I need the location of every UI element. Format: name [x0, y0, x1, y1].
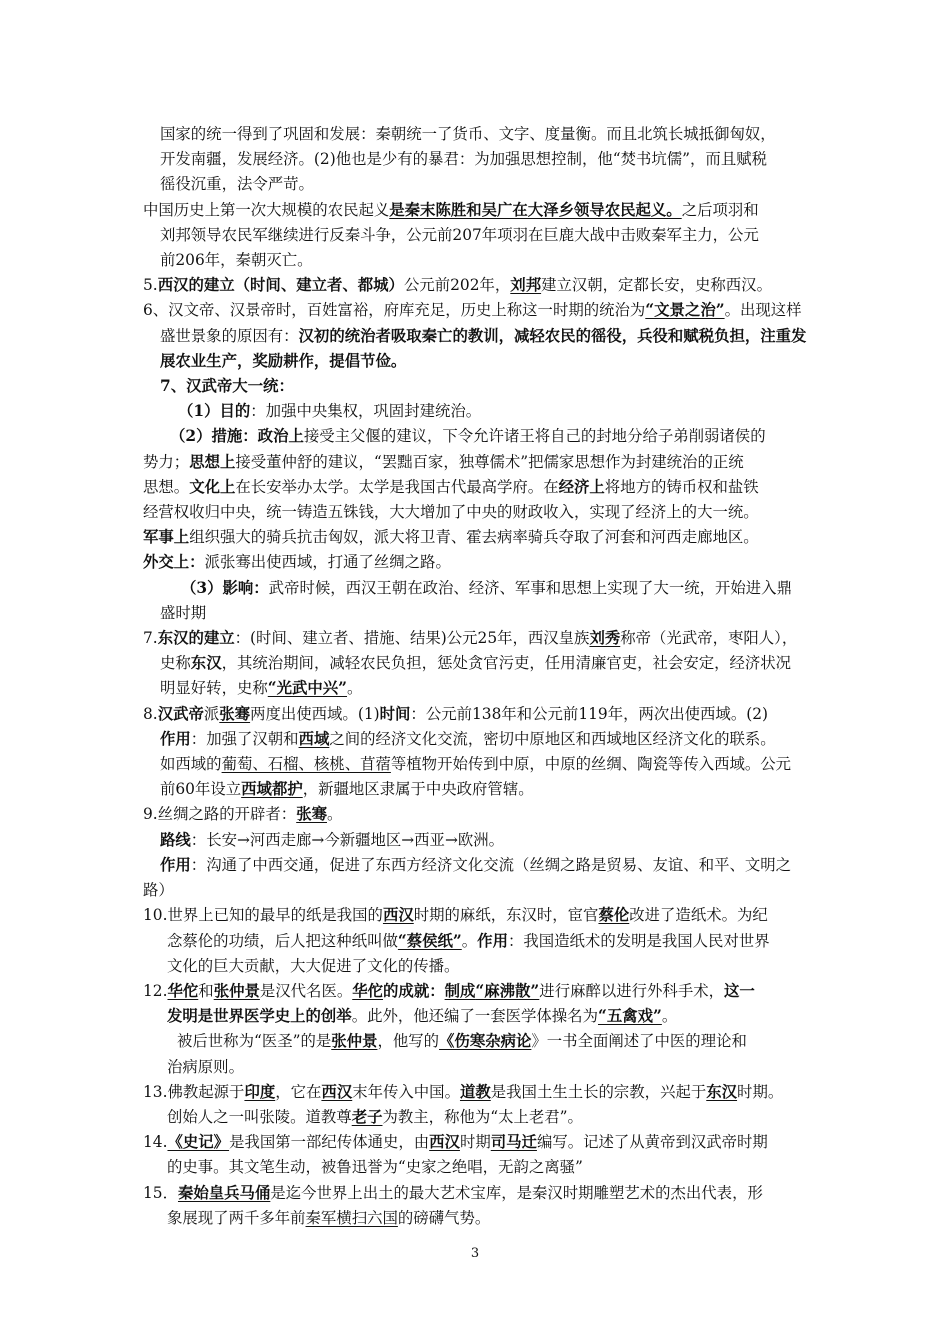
- item-7-purpose: （1）目的：加强中央集权，巩固封建统治。: [178, 402, 482, 421]
- item-10-paper: 10.世界上已知的最早的纸是我国的西汉时期的麻纸，东汉时，宦官蔡伦改进了造纸术。为纪 念蔡伦的功绩，后人把这种纸叫做“蔡侯纸”。作用：我国造纸术的发明是我国人民对世界 文化的巨大贡献，大大促进了文化的传播。: [143, 906, 770, 975]
- item-5-western-han: 5.西汉的建立（时间、建立者、都城）公元前202年，刘邦建立汉朝，定都长安，史称西汉。: [143, 276, 772, 295]
- paragraph-peasant-uprising: 中国历史上第一次大规模的农民起义是秦末陈胜和吴广在大泽乡领导农民起义。之后项羽和 刘邦领导农民军继续进行反秦斗争，公元前207年项羽在巨鹿大战中击败秦军主力，公元 前206年，秦朝灭亡。: [143, 200, 759, 270]
- item-7-impact: （3）影响：武帝时候，西汉王朝在政治、经济、军事和思想上实现了大一统，开始进入鼎 盛时期: [160, 578, 792, 622]
- item-7-measures: （2）措施：政治上接受主父偃的建议，下令允许诸王将自己的封地分给子弟削弱诸侯的 势力；思想上接受董仲舒的建议，“罢黜百家，独尊儒术”把儒家思想作为封建统治的正统 思想。文化上在长安举办太学。太学是我国古代最高学府。在经济上将地方的铸币权和盐铁 经营权收归中央，统一铸造五铢钱，大大增加了中央的财政收入，实现了经济上的大一统。 军事上组织强大的骑兵抗击匈奴，派大将卫青、霍去病率骑兵夺取了河套和河西走廊地区。 外交上：派张骞出使西域，打通了丝绸之路。: [143, 427, 766, 572]
- item-12-zhang-zhongjing: 被后世称为“医圣”的是张仲景，他写的《伤寒杂病论》一书全面阐述了中医的理论和: [177, 1032, 747, 1051]
- page-number: 3: [470, 1246, 480, 1261]
- item-6-wenjing: 6、汉文帝、汉景帝时，百姓富裕，府库充足，历史上称这一时期的统治为“文景之治”。出现这样盛世景象的原因有：汉初的统治者吸取秦亡的教训，减轻农民的徭役，兵役和赋税负担，注重发展农业生产，奖励耕作，提倡节俭。: [143, 301, 807, 370]
- item-14-shiji: 14.《史记》是我国第一部纪传体通史，由西汉时期司马迁编写。记述了从黄帝到汉武帝时期 的史事。其文笔生动，被鲁迅誉为“史家之绝唱，无韵之离骚”: [143, 1133, 768, 1177]
- item-7-eastern-han: 7.东汉的建立：(时间、建立者、措施、结果)公元25年，西汉皇族刘秀称帝（光武帝，枣阳人）， 史称东汉，其统治期间，减轻农民负担，惩处贪官污吏，任用清廉官吏，社会安定，经济状况 明显好转，史称“光武中兴”。: [143, 629, 798, 698]
- item-7-emperor-wu-heading: 7、汉武帝大一统：: [160, 377, 294, 396]
- item-15-terracotta: 15．秦始皇兵马俑是迄今世界上出土的最大艺术宝库，是秦汉时期雕塑艺术的杰出代表，形 象展现了两千多年前秦军横扫六国的磅礴气势。: [143, 1183, 763, 1227]
- item-12-medicine: 12.华佗和张仲景是汉代名医。华佗的成就：制成“麻沸散”进行麻醉以进行外科手术，这一 发明是世界医学史上的创举。此外，他还编了一套医学体操名为“五禽戏”。: [143, 981, 755, 1026]
- item-12-tail: 治病原则。: [167, 1057, 244, 1076]
- item-13-religion: 13.佛教起源于印度，它在西汉末年传入中国。道教是我国土生土长的宗教，兴起于东汉时期。 创始人之一叫张陵。道教尊老子为教主，称他为“太上老君”。: [143, 1082, 784, 1126]
- paragraph-qin-unification: 国家的统一得到了巩固和发展：秦朝统一了货币、文字、度量衡。而且北筑长城抵御匈奴， 开发南疆，发展经济。(2)他也是少有的暴君：为加强思想控制，他“焚书坑儒”，而且赋税 徭役沉重，法令严苛。: [160, 125, 776, 194]
- item-8-zhang-qian: 8.汉武帝派张骞两度出使西域。(1)时间：公元前138年和公元前119年，两次出使西域。(2) 作用：加强了汉朝和西域之间的经济文化交流，密切中原地区和西域地区经济文化的联系。 如西域的葡萄、石榴、核桃、苜蓿等植物开始传到中原，中原的丝绸、陶瓷等传入西域。公元 前60年设立西域都护，新疆地区隶属于中央政府管辖。: [143, 704, 792, 799]
- document-body: [143, 122, 815, 1231]
- item-9-silk-road: 9.丝绸之路的开辟者：张骞。 路线：长安→河西走廊→今新疆地区→西亚→欧洲。 作用：沟通了中西交通，促进了东西方经济文化交流（丝绸之路是贸易、友谊、和平、文明之 路）: [143, 805, 792, 900]
